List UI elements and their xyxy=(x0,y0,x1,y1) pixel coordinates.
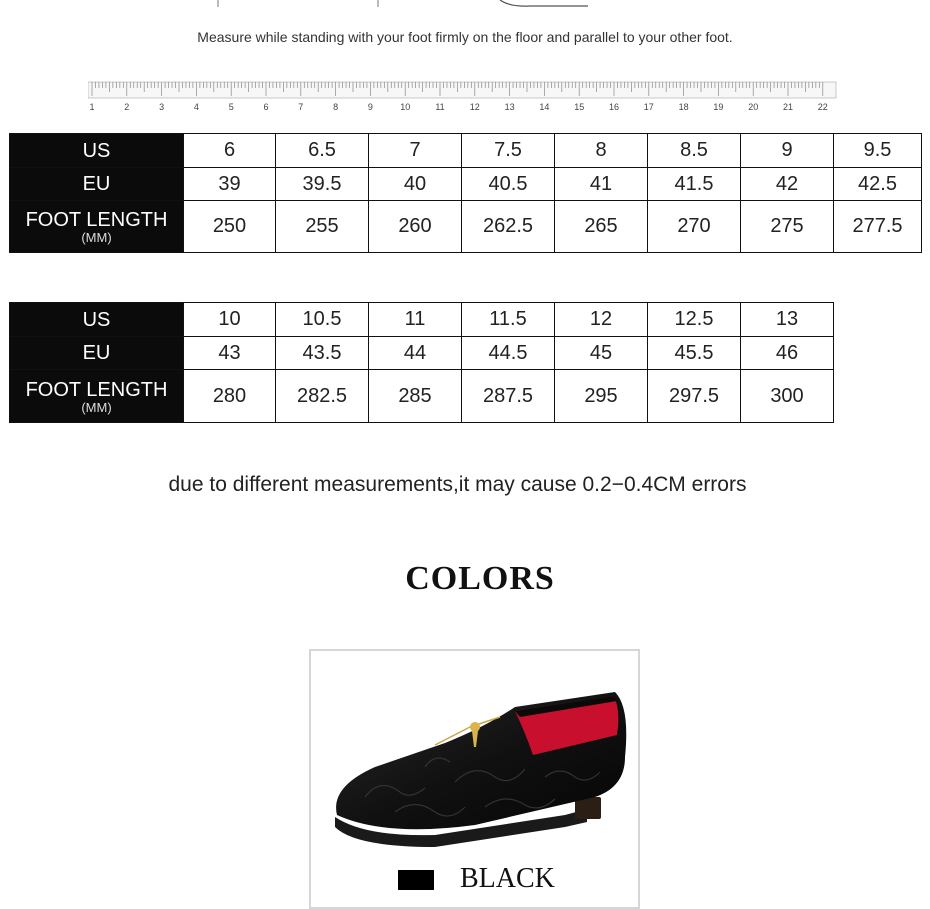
size-row xyxy=(10,303,834,337)
size-cell: 285 xyxy=(369,370,462,423)
size-cell: 41 xyxy=(555,168,648,201)
row-header-label: US xyxy=(82,139,111,162)
size-cell: 287.5 xyxy=(462,370,555,423)
size-cell: 297.5 xyxy=(648,370,741,423)
size-cell: 45.5 xyxy=(648,337,741,370)
ruler-label: 20 xyxy=(748,102,759,112)
ruler-label: 10 xyxy=(400,102,411,112)
size-cell: 41.5 xyxy=(648,168,741,201)
row-header xyxy=(10,201,184,253)
ruler-label: 18 xyxy=(678,102,689,112)
size-cell: 39.5 xyxy=(276,168,369,201)
size-cell: 300 xyxy=(741,370,834,423)
ruler-label: 19 xyxy=(713,102,724,112)
size-row xyxy=(10,201,922,253)
size-cell: 11 xyxy=(369,303,462,337)
row-header-label: US xyxy=(82,308,111,331)
row-header-label: EU xyxy=(82,173,111,195)
ruler-label: 16 xyxy=(608,102,620,112)
ruler-label: 8 xyxy=(333,102,339,112)
size-row xyxy=(10,370,834,423)
heel-to-toe-diagram xyxy=(0,0,930,10)
ruler-label: 21 xyxy=(782,102,794,112)
size-cell: 255 xyxy=(276,201,369,253)
size-cell: 8.5 xyxy=(648,134,741,168)
measurement-note: due to different measurements,it may cause 0.2−0.4CM errors xyxy=(168,473,747,496)
ruler-label: 6 xyxy=(263,102,269,112)
size-cell: 39 xyxy=(184,168,276,201)
size-cell: 40 xyxy=(369,168,462,201)
size-cell: 280 xyxy=(184,370,276,423)
size-table-2 xyxy=(9,302,834,423)
size-cell: 44.5 xyxy=(462,337,555,370)
size-cell: 6.5 xyxy=(276,134,369,168)
ruler-label: 1 xyxy=(89,102,95,112)
size-cell: 13 xyxy=(741,303,834,337)
ruler-label: 5 xyxy=(228,102,234,112)
black-loafer-image xyxy=(325,687,630,847)
colors-heading: COLORS xyxy=(405,560,555,597)
size-cell: 250 xyxy=(184,201,276,253)
ruler-label: 14 xyxy=(539,102,550,112)
ruler-label: 13 xyxy=(504,102,515,112)
size-cell: 270 xyxy=(648,201,741,253)
size-cell: 12.5 xyxy=(648,303,741,337)
size-cell: 7.5 xyxy=(462,134,555,168)
row-header-label: FOOT LENGTH xyxy=(25,378,168,401)
row-header-label: EU xyxy=(82,342,111,364)
size-cell: 275 xyxy=(741,201,834,253)
size-cell: 42 xyxy=(741,168,834,201)
size-cell: 43 xyxy=(184,337,276,370)
ruler-label: 12 xyxy=(469,102,480,112)
size-cell: 10.5 xyxy=(276,303,369,337)
ruler-label: 3 xyxy=(159,102,165,112)
size-cell: 44 xyxy=(369,337,462,370)
black-color-swatch[interactable] xyxy=(398,870,434,890)
size-cell: 43.5 xyxy=(276,337,369,370)
ruler-label: 15 xyxy=(574,102,585,112)
row-header xyxy=(10,134,184,168)
ruler-label: 7 xyxy=(298,102,304,112)
row-header-unit: (MM) xyxy=(81,399,112,415)
size-cell: 10 xyxy=(184,303,276,337)
size-cell: 40.5 xyxy=(462,168,555,201)
row-header xyxy=(10,370,184,423)
ruler-label: 9 xyxy=(367,102,373,112)
size-cell: 42.5 xyxy=(834,168,922,201)
row-header-label: FOOT LENGTH xyxy=(25,209,168,231)
ruler xyxy=(88,80,838,120)
ruler-label: 17 xyxy=(643,102,654,112)
size-cell: 6 xyxy=(184,134,276,168)
ruler-label: 11 xyxy=(435,102,445,112)
size-cell: 45 xyxy=(555,337,648,370)
measure-instruction: Measure while standing with your foot firmly on the floor and parallel to your other foot. xyxy=(197,29,733,45)
size-row xyxy=(10,168,922,201)
size-table-1 xyxy=(9,133,922,253)
size-cell: 12 xyxy=(555,303,648,337)
size-cell: 262.5 xyxy=(462,201,555,253)
size-cell: 282.5 xyxy=(276,370,369,423)
row-header xyxy=(10,337,184,370)
ruler-label: 2 xyxy=(124,102,130,112)
size-cell: 8 xyxy=(555,134,648,168)
size-cell: 260 xyxy=(369,201,462,253)
size-cell: 295 xyxy=(555,370,648,423)
size-cell: 9.5 xyxy=(834,134,922,168)
size-cell: 277.5 xyxy=(834,201,922,253)
size-cell: 46 xyxy=(741,337,834,370)
row-header xyxy=(10,168,184,201)
color-option-label[interactable]: BLACK xyxy=(460,863,555,894)
size-row xyxy=(10,337,834,370)
ruler-label: 22 xyxy=(817,102,828,112)
row-header-unit: (MM) xyxy=(81,230,112,245)
row-header xyxy=(10,303,184,337)
size-cell: 9 xyxy=(741,134,834,168)
ruler-label: 4 xyxy=(193,102,199,112)
size-cell: 265 xyxy=(555,201,648,253)
size-cell: 7 xyxy=(369,134,462,168)
size-row xyxy=(10,134,922,168)
size-cell: 11.5 xyxy=(462,303,555,337)
